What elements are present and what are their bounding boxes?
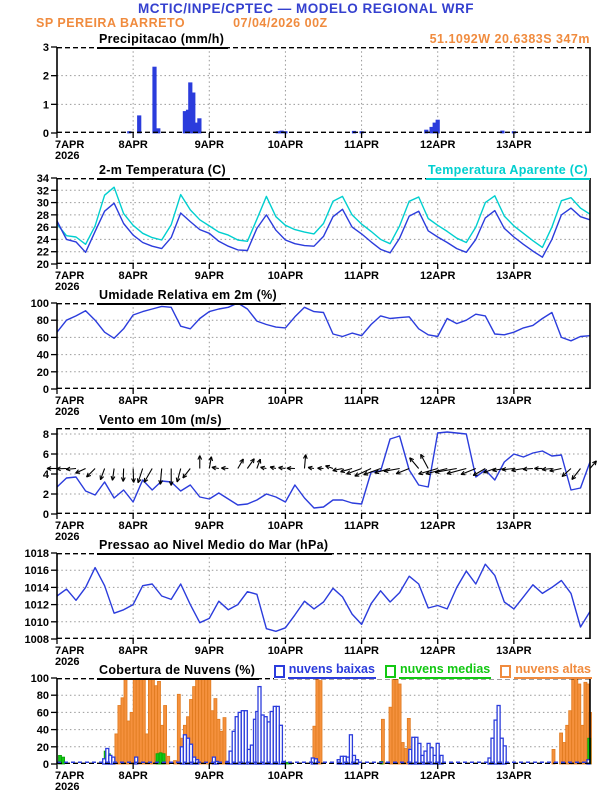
svg-text:2026: 2026 xyxy=(55,531,80,543)
svg-text:13APR: 13APR xyxy=(496,139,532,151)
svg-text:20: 20 xyxy=(36,366,49,379)
panel-title-precipitation: Precipitacao (mm/h) xyxy=(97,33,228,49)
svg-text:1018: 1018 xyxy=(24,548,49,560)
svg-text:7APR: 7APR xyxy=(55,395,85,407)
svg-text:2: 2 xyxy=(42,70,49,83)
precipitation-chart xyxy=(0,42,612,162)
svg-text:7APR: 7APR xyxy=(55,645,85,657)
svg-text:1010: 1010 xyxy=(24,616,49,629)
svg-text:2026: 2026 xyxy=(55,406,80,418)
pressure-chart xyxy=(0,548,612,668)
svg-text:13APR: 13APR xyxy=(496,770,532,782)
svg-text:1: 1 xyxy=(42,99,49,112)
svg-text:7APR: 7APR xyxy=(55,270,85,282)
panel-title-wind: Vento em 10m (m/s) xyxy=(97,414,226,430)
svg-text:10APR: 10APR xyxy=(267,139,304,151)
svg-text:13APR: 13APR xyxy=(496,270,532,282)
svg-text:8APR: 8APR xyxy=(118,395,148,407)
svg-text:10APR: 10APR xyxy=(267,520,304,532)
svg-text:8APR: 8APR xyxy=(118,270,148,282)
svg-text:20: 20 xyxy=(36,741,49,754)
low-clouds-swatch-icon xyxy=(274,665,285,678)
svg-text:2026: 2026 xyxy=(55,656,80,668)
clouds-chart xyxy=(0,673,612,792)
svg-text:2026: 2026 xyxy=(55,150,80,162)
station-name: SP PEREIRA BARRETO xyxy=(36,16,186,30)
svg-text:60: 60 xyxy=(36,707,49,720)
wind-chart xyxy=(0,428,612,542)
station-coordinates: 51.1092W 20.6383S 347m xyxy=(429,32,590,46)
svg-text:40: 40 xyxy=(36,724,49,737)
svg-text:1012: 1012 xyxy=(24,599,49,612)
svg-text:8APR: 8APR xyxy=(118,139,148,151)
apparent-temperature-label: Temperatura Aparente (C) xyxy=(426,164,590,180)
svg-text:8APR: 8APR xyxy=(118,520,148,532)
svg-text:20: 20 xyxy=(36,259,49,271)
high-clouds-swatch-icon xyxy=(500,665,511,678)
svg-text:11APR: 11APR xyxy=(344,139,380,151)
svg-text:12APR: 12APR xyxy=(419,645,456,657)
panel-title-pressure: Pressao ao Nivel Medio do Mar (hPa) xyxy=(97,539,332,555)
svg-text:40: 40 xyxy=(36,349,49,362)
svg-text:2026: 2026 xyxy=(55,281,80,293)
svg-text:11APR: 11APR xyxy=(344,645,380,657)
svg-text:10APR: 10APR xyxy=(267,270,304,282)
svg-text:9APR: 9APR xyxy=(194,645,224,657)
svg-text:7APR: 7APR xyxy=(55,770,85,782)
svg-text:2: 2 xyxy=(42,489,49,501)
panel-title-clouds: Cobertura de Nuvens (%) xyxy=(97,664,259,680)
legend-label-high-clouds: nuvens altas xyxy=(514,663,592,679)
svg-text:9APR: 9APR xyxy=(194,520,224,532)
svg-text:11APR: 11APR xyxy=(344,270,380,282)
model-title: MCTIC/INPE/CPTEC — MODELO REGIONAL WRF xyxy=(138,1,474,16)
svg-text:9APR: 9APR xyxy=(194,770,224,782)
svg-text:1016: 1016 xyxy=(24,565,49,578)
svg-text:8APR: 8APR xyxy=(118,645,148,657)
svg-text:80: 80 xyxy=(36,315,49,328)
svg-text:7APR: 7APR xyxy=(55,139,85,151)
svg-text:1014: 1014 xyxy=(24,582,49,595)
svg-text:22: 22 xyxy=(36,246,49,259)
svg-text:0: 0 xyxy=(42,128,49,140)
legend-label-low-clouds: nuvens baixas xyxy=(288,663,376,679)
svg-text:3: 3 xyxy=(42,42,49,54)
svg-text:30: 30 xyxy=(36,197,49,210)
svg-text:10APR: 10APR xyxy=(267,770,304,782)
svg-text:60: 60 xyxy=(36,332,49,345)
panel-title-humidity: Umidade Relativa em 2m (%) xyxy=(97,289,281,305)
svg-text:12APR: 12APR xyxy=(419,270,456,282)
svg-text:0: 0 xyxy=(42,384,49,396)
legend-item-low-clouds xyxy=(274,663,376,679)
svg-text:11APR: 11APR xyxy=(344,520,380,532)
svg-text:13APR: 13APR xyxy=(496,520,532,532)
svg-text:11APR: 11APR xyxy=(344,770,380,782)
svg-text:80: 80 xyxy=(36,690,49,703)
svg-text:7APR: 7APR xyxy=(55,520,85,532)
svg-text:13APR: 13APR xyxy=(496,645,532,657)
svg-text:32: 32 xyxy=(36,185,49,198)
cloud-legend xyxy=(274,663,592,679)
svg-text:9APR: 9APR xyxy=(194,270,224,282)
svg-text:13APR: 13APR xyxy=(496,395,532,407)
svg-text:34: 34 xyxy=(36,173,49,185)
legend-item-high-clouds xyxy=(500,663,592,679)
svg-text:24: 24 xyxy=(36,234,49,247)
svg-text:12APR: 12APR xyxy=(419,770,456,782)
run-datetime: 07/04/2026 00Z xyxy=(233,16,328,30)
svg-text:12APR: 12APR xyxy=(419,520,456,532)
svg-text:8: 8 xyxy=(42,429,49,441)
svg-text:10APR: 10APR xyxy=(267,395,304,407)
svg-text:12APR: 12APR xyxy=(419,395,456,407)
svg-text:2026: 2026 xyxy=(55,781,80,792)
svg-text:0: 0 xyxy=(42,509,49,521)
panel-title-temperature: 2-m Temperatura (C) xyxy=(97,164,230,180)
svg-text:1008: 1008 xyxy=(24,634,49,646)
svg-text:11APR: 11APR xyxy=(344,395,380,407)
svg-text:28: 28 xyxy=(36,209,49,222)
temperature-chart xyxy=(0,173,612,293)
svg-text:9APR: 9APR xyxy=(194,139,224,151)
svg-text:4: 4 xyxy=(42,469,49,481)
svg-text:10APR: 10APR xyxy=(267,645,304,657)
station-line xyxy=(36,16,328,30)
mid-clouds-swatch-icon xyxy=(385,665,396,678)
svg-text:100: 100 xyxy=(30,673,49,685)
svg-text:26: 26 xyxy=(36,222,49,235)
svg-text:12APR: 12APR xyxy=(419,139,456,151)
svg-text:100: 100 xyxy=(30,298,49,310)
humidity-chart xyxy=(0,298,612,418)
svg-text:9APR: 9APR xyxy=(194,395,224,407)
legend-label-mid-clouds: nuvens medias xyxy=(399,663,491,679)
svg-text:8APR: 8APR xyxy=(118,770,148,782)
svg-text:0: 0 xyxy=(42,759,49,771)
legend-item-mid-clouds xyxy=(385,663,491,679)
svg-text:6: 6 xyxy=(42,449,49,461)
